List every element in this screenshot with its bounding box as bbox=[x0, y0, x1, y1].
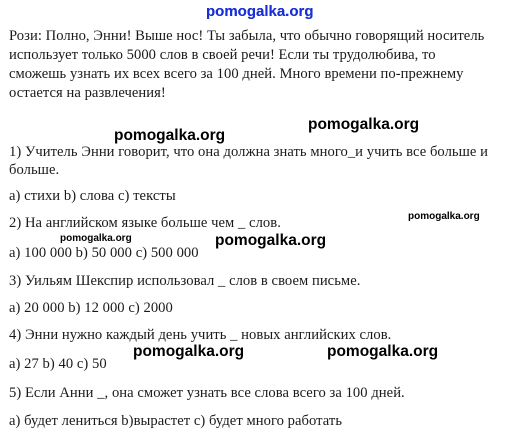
question-4-options: a) 27 b) 40 c) 50 bbox=[9, 356, 107, 372]
passage-line-4: остается на развлечения! bbox=[9, 85, 166, 101]
question-1-line-1: 1) Учитель Энни говорит, что она должна знать много_и учить все больше и bbox=[9, 144, 488, 160]
passage-line-3: сможешь узнать их всех всего за 100 дней. Много времени по-прежнему bbox=[9, 66, 464, 82]
question-2-options: a) 100 000 b) 50 000 c) 500 000 bbox=[9, 245, 199, 261]
watermark: pomogalka.org bbox=[133, 343, 245, 360]
watermark-top: pomogalka.org bbox=[206, 3, 314, 20]
question-2-text: 2) На английском языке больше чем _ слов. bbox=[9, 215, 281, 231]
question-3-text: 3) Уильям Шекспир использовал _ слов в своем письме. bbox=[9, 273, 361, 289]
question-5-text: 5) Если Анни _, она сможет узнать все слова всего за 100 дней. bbox=[9, 385, 405, 401]
watermark: pomogalka.org bbox=[114, 127, 226, 144]
question-4-text: 4) Энни нужно каждый день учить _ новых английских слов. bbox=[9, 327, 392, 343]
watermark: pomogalka.org bbox=[408, 211, 480, 222]
passage-line-2: использует только 5000 слов в своей речи! Если ты трудолюбива, то bbox=[9, 47, 436, 63]
watermark: pomogalka.org bbox=[308, 116, 420, 133]
watermark: pomogalka.org bbox=[60, 233, 132, 244]
passage-line-1: Рози: Полно, Энни! Выше нос! Ты забыла, что обычно говорящий носитель bbox=[9, 28, 485, 44]
watermark: pomogalka.org bbox=[327, 343, 439, 360]
question-5-options: a) будет лениться b)вырастет c) будет много работать bbox=[9, 413, 343, 429]
question-3-options: a) 20 000 b) 12 000 c) 2000 bbox=[9, 300, 173, 316]
question-1-options: a) стихи b) слова c) тексты bbox=[9, 188, 176, 204]
question-1-line-2: больше. bbox=[9, 162, 60, 178]
watermark: pomogalka.org bbox=[215, 232, 327, 249]
